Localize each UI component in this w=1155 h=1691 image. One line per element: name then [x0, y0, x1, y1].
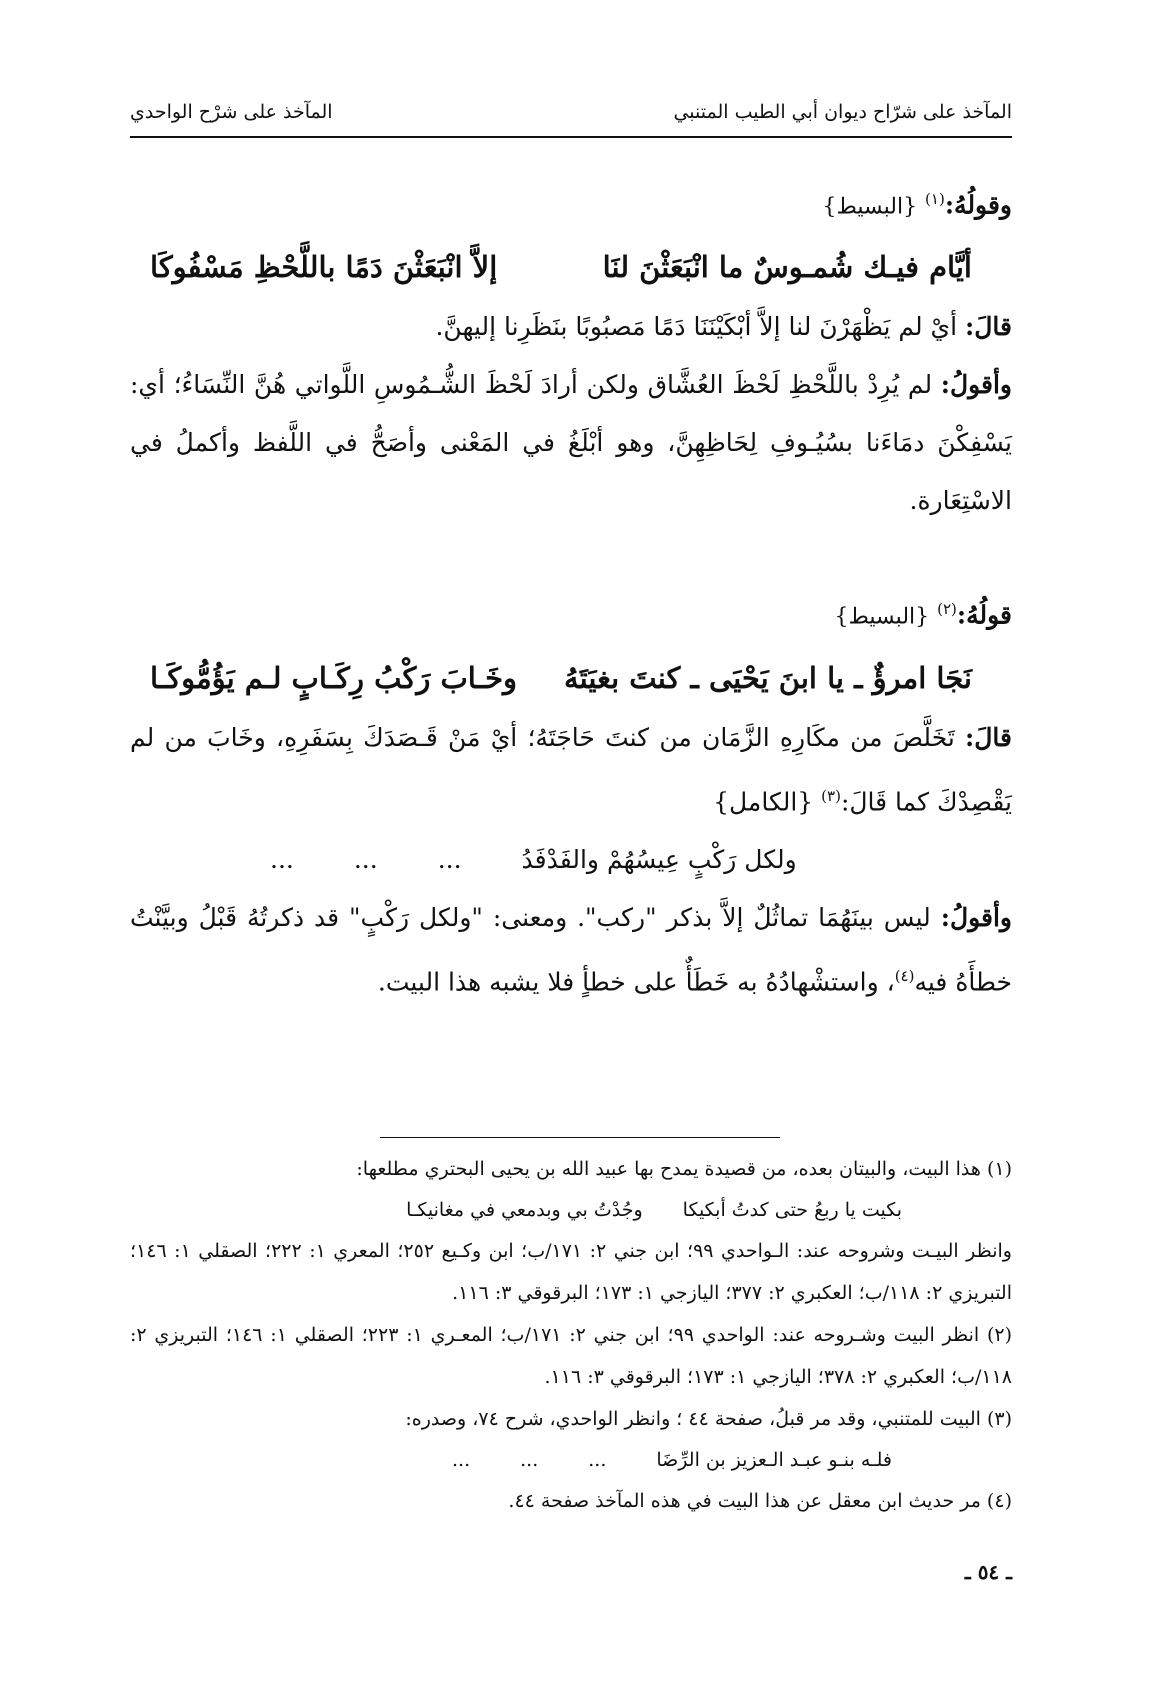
footnotes	[130, 1148, 1012, 1522]
footnote-3: (٣) البيت للمتنبي، وقد مر قبلُ، صفحة ٤٤ ؛ وانظر الواحدي، شرح ٧٤، وصدره:	[405, 1408, 1012, 1430]
footnote-3-verse	[130, 1440, 1012, 1480]
footnote-4: (٤) مر حديث ابن معقل عن هذا البيت في هذه المآخذ صفحة ٤٤.	[508, 1490, 1012, 1512]
qala-lead: قالَ:	[965, 722, 1012, 752]
ellipsis: ...	[270, 844, 294, 874]
quoted-verse	[270, 831, 1012, 889]
aqulu-lead: وأقولُ:	[940, 370, 1012, 400]
ellipsis: ...	[452, 1449, 471, 1471]
ellipsis: ...	[588, 1449, 607, 1471]
quoted-verse-text: ولكل رَكْبٍ عِيسُهُمْ والفَدْفَدُ	[521, 844, 797, 874]
footnote-separator	[380, 1137, 780, 1138]
footnote-ref: (٤)	[894, 966, 915, 985]
verse-first-hemistich: أيَّام فيـك شُمـوسٌ ما انْبَعَثْنَ لنَا	[602, 250, 972, 285]
aqulu-text-2: ، واستشْهادُهُ به خَطَأٌ على خطأٍ فلا يشبه هذا البيت.	[377, 967, 895, 997]
qala-text: تَخَلَّصَ من مكَارِهِ الزَّمَان من كنتَ حَاجَتَهُ؛ أيْ مَنْ قَـصَدَكَ بِسَفَرِهِ، وخَابَ من لم يَقْصِدْكَ كما قَالَ:	[130, 722, 1012, 816]
footnote-ref: (٣)	[821, 786, 841, 805]
meter-label: {البسيط}	[822, 194, 918, 220]
section-2-aqulu	[130, 889, 1012, 1011]
page-number: ـ ٥٤ ـ	[964, 1560, 1012, 1584]
footnote-2: (٢) انظر البيت وشـروحه عند: الواحدي ٩٩؛ ابن جني ٢: ١٧١/ب؛ المعـري ١: ٢٢٣؛ الصقلي ١: ١٤٦؛ التبريزي ٢: ١١٨/ب؛ العكبري ٢: ٣٧٨؛ اليازجي ١: ١٧٣؛ البرقوقي ٣: ١١٦.	[130, 1324, 1013, 1388]
qala-lead: قالَ:	[965, 312, 1012, 342]
section-1-qala	[130, 298, 1012, 356]
verse-first-hemistich: نَجَا امرؤٌ ـ يا ابنَ يَحْيَى ـ كنتَ بغيَتَهُ	[564, 660, 972, 695]
verse-second-hemistich: إلاَّ انْبَعَثْنَ دَمًا باللَّحْظِ مَسْفُوكَا	[150, 250, 498, 285]
fn-verse-first: بكيت يا ربعُ حتى كدتُ أبكيكا	[682, 1199, 902, 1221]
footnote-1-sources: وانظر البيـت وشروحه عند: الـواحدي ٩٩؛ ابن جني ٢: ١٧١/ب؛ ابن وكـيع ٢٥٢؛ المعري ١: ٢٢٢؛ الصقلي ١: ١٤٦؛ التبريزي ٢: ١١٨/ب؛ العكبري ٢: ٣٧٧؛ اليازجي ١: ١٧٣؛ البرقوقي ٣: ١١٦.	[130, 1240, 1012, 1304]
fn-verse-second: وجُدْتُ بي وبدمعي في مغانيكـا	[406, 1199, 643, 1221]
footnote-ref: (٢)	[937, 600, 957, 619]
footnote-1-verse	[130, 1190, 1012, 1230]
footnote-ref: (١)	[925, 190, 945, 208]
qala-meter: {الكامل}	[713, 786, 814, 816]
footnote-1: (١) هذا البيت، والبيتان بعده، من قصيدة يمدح بها عبيد الله بن يحيى البحتري مطلعها:	[356, 1158, 1012, 1180]
verse-second-hemistich: وخَـابَ رَكْبُ رِكَـابٍ لـم يَؤُمُّوكَـا	[150, 660, 518, 695]
header-chapter-title: المآخذ على شرْح الواحدي	[130, 101, 333, 123]
main-text	[130, 170, 1012, 1011]
section-2-verse	[130, 647, 1012, 709]
section-2-intro	[130, 580, 1012, 646]
intro-lead: قولُهُ:	[956, 600, 1012, 630]
aqulu-lead: وأقولُ:	[940, 902, 1012, 932]
section-1-intro	[130, 170, 1012, 236]
section-1-verse	[130, 236, 1012, 298]
section-2-qala	[130, 709, 1012, 831]
meter-label: {البسيط}	[834, 604, 930, 630]
intro-lead: وقولُهُ:	[944, 190, 1012, 220]
ellipsis: ...	[520, 1449, 539, 1471]
section-1-aqulu	[130, 356, 1012, 530]
ellipsis: ...	[353, 844, 378, 874]
fn-verse-first: فلـه بنـو عبـد الـعزيز بن الرِّضَا	[656, 1449, 892, 1471]
qala-text: أيْ لم يَظْهَرْنَ لنا إلاَّ أبْكَيْنَنَا دَمًا مَصبُوبًا بنَظَرِنا إليهنَّ.	[435, 312, 958, 342]
ellipsis: ...	[437, 844, 462, 874]
header-book-title: المآخذ على شرّاح ديوان أبي الطيب المتنبي	[673, 101, 1012, 123]
running-header	[130, 88, 1012, 138]
aqulu-text: لم يُرِدْ باللَّحْظِ لَحْظَ العُشَّاق ولكن أرادَ لَحْظَ الشُّـمُوسِ اللَّواتي هُنَّ النِّسَاءُ؛ أي: يَسْفِكْنَ دمَاءَنا بسُيُـوفِ لِحَاظِهِنَّ، وهو أبْلَغُ في المَعْنى وأصَحُّ في اللَّفظ وأكملُ في الاسْتِعَارة.	[130, 370, 1012, 516]
aqulu-text-1: ليس بينَهُمَا تماثُلٌ إلاَّ بذكر "ركب". ومعنى: "ولكل رَكْبٍ" قد ذكرتُهُ قَبْلُ وبيَّنْتُ خطأَهُ فيه	[130, 902, 1012, 997]
